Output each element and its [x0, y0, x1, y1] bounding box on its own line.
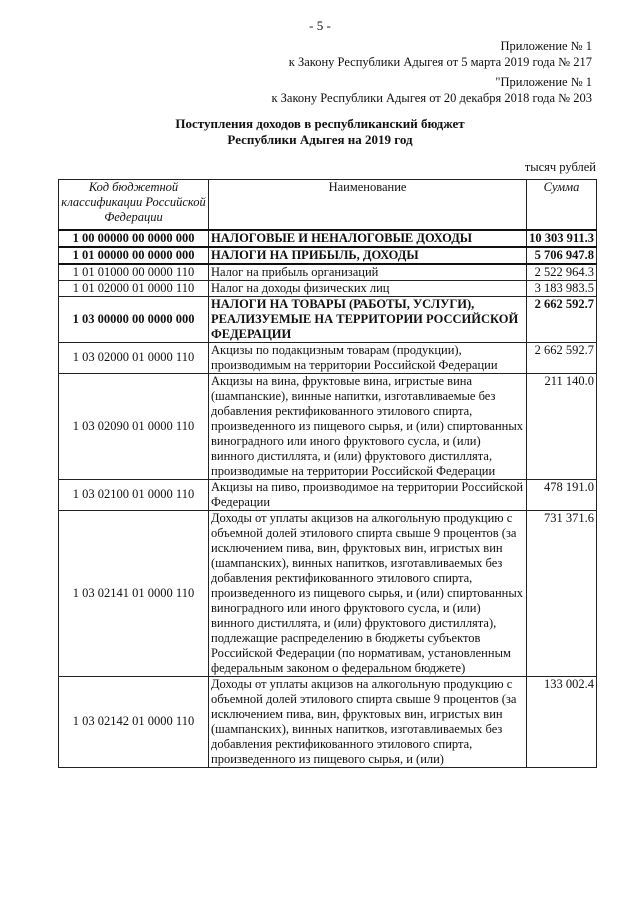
row-name: НАЛОГИ НА ПРИБЫЛЬ, ДОХОДЫ: [209, 247, 527, 264]
row-sum: 3 183 983.5: [527, 280, 597, 296]
appendix-line: Приложение № 1: [500, 39, 592, 53]
revenue-table: [58, 179, 597, 768]
row-code: 1 03 02100 01 0000 110: [59, 479, 209, 510]
document-title: [0, 116, 640, 148]
appendix-reference-original: [271, 74, 592, 106]
column-header-code: Код бюджетной классификации Российской Федерации: [59, 180, 209, 230]
row-code: 1 03 02090 01 0000 110: [59, 373, 209, 479]
row-name: Акцизы на вина, фруктовые вина, игристые вина (шампанские), винные напитки, изготавливаемые без добавления ректификованного этилового спирта, произведенного из пищевого сырья, и (или) спиртованных виноградного или иного фруктового сусла, и (или) винного дистиллята, и (или) фруктового дистиллята, производимые на территории Российской Федерации: [209, 373, 527, 479]
table-row: [59, 296, 597, 342]
row-sum: 211 140.0: [527, 373, 597, 479]
title-line: Республики Адыгея на 2019 год: [227, 132, 413, 147]
row-name: Акцизы на пиво, производимое на территории Российской Федерации: [209, 479, 527, 510]
appendix-reference-current: [289, 38, 592, 70]
row-sum: 2 662 592.7: [527, 296, 597, 342]
row-sum: 478 191.0: [527, 479, 597, 510]
appendix-line: "Приложение № 1: [495, 75, 592, 89]
column-header-name: Наименование: [209, 180, 527, 230]
row-name: Акцизы по подакцизным товарам (продукции), производимым на территории Российской Федерации: [209, 342, 527, 373]
row-code: 1 01 01000 00 0000 110: [59, 264, 209, 281]
row-sum: 133 002.4: [527, 676, 597, 767]
table-row: [59, 247, 597, 264]
appendix-law-line: к Закону Республики Адыгея от 20 декабря 2018 года № 203: [271, 91, 592, 105]
units-label: тысяч рублей: [524, 160, 596, 174]
row-code: 1 03 00000 00 0000 000: [59, 296, 209, 342]
table-row: [59, 676, 597, 767]
row-name: Налог на прибыль организаций: [209, 264, 527, 281]
row-code: 1 01 00000 00 0000 000: [59, 247, 209, 264]
row-code: 1 01 02000 01 0000 110: [59, 280, 209, 296]
title-line: Поступления доходов в республиканский бюджет: [175, 116, 465, 131]
page-number: - 5 -: [309, 18, 331, 33]
row-name: Налог на доходы физических лиц: [209, 280, 527, 296]
row-code: 1 03 02142 01 0000 110: [59, 676, 209, 767]
appendix-law-line: к Закону Республики Адыгея от 5 марта 2019 года № 217: [288, 55, 592, 69]
row-code: 1 03 02000 01 0000 110: [59, 342, 209, 373]
row-name: НАЛОГОВЫЕ И НЕНАЛОГОВЫЕ ДОХОДЫ: [209, 230, 527, 247]
row-sum: 2 662 592.7: [527, 342, 597, 373]
row-code: 1 00 00000 00 0000 000: [59, 230, 209, 247]
table-row: [59, 373, 597, 479]
table-row: [59, 280, 597, 296]
table-row: [59, 342, 597, 373]
row-sum: 10 303 911.3: [527, 230, 597, 247]
table-row: [59, 510, 597, 676]
row-name: Доходы от уплаты акцизов на алкогольную продукцию с объемной долей этилового спирта свыше 9 процентов (за исключением пива, вин, фруктовых вин, игристых вин (шампанских), винных напитков, изготавливаемых без добавления ректификованного этилового спирта, произведенного из пищевого сырья, и (или) спиртованных виноградного или иного фруктового сусла, и (или) винного дистиллята, и (или) фруктового дистиллята), подлежащие распределению в бюджеты субъектов Российской Федерации (по нормативам, установленным федеральным законом о федеральном бюджете): [209, 510, 527, 676]
column-header-sum: Сумма: [527, 180, 597, 230]
row-sum: 731 371.6: [527, 510, 597, 676]
table-row: [59, 479, 597, 510]
row-name: НАЛОГИ НА ТОВАРЫ (РАБОТЫ, УСЛУГИ), РЕАЛИЗУЕМЫЕ НА ТЕРРИТОРИИ РОССИЙСКОЙ ФЕДЕРАЦИИ: [209, 296, 527, 342]
table-row: [59, 264, 597, 281]
row-code: 1 03 02141 01 0000 110: [59, 510, 209, 676]
row-sum: 2 522 964.3: [527, 264, 597, 281]
table-row: [59, 230, 597, 247]
row-sum: 5 706 947.8: [527, 247, 597, 264]
row-name: Доходы от уплаты акцизов на алкогольную продукцию с объемной долей этилового спирта свыше 9 процентов (за исключением пива, вин, фруктовых вин, игристых вин (шампанских), винных напитков, изготавливаемых без добавления ректификованного этилового спирта, произведенного из пищевого сырья, и (или): [209, 676, 527, 767]
